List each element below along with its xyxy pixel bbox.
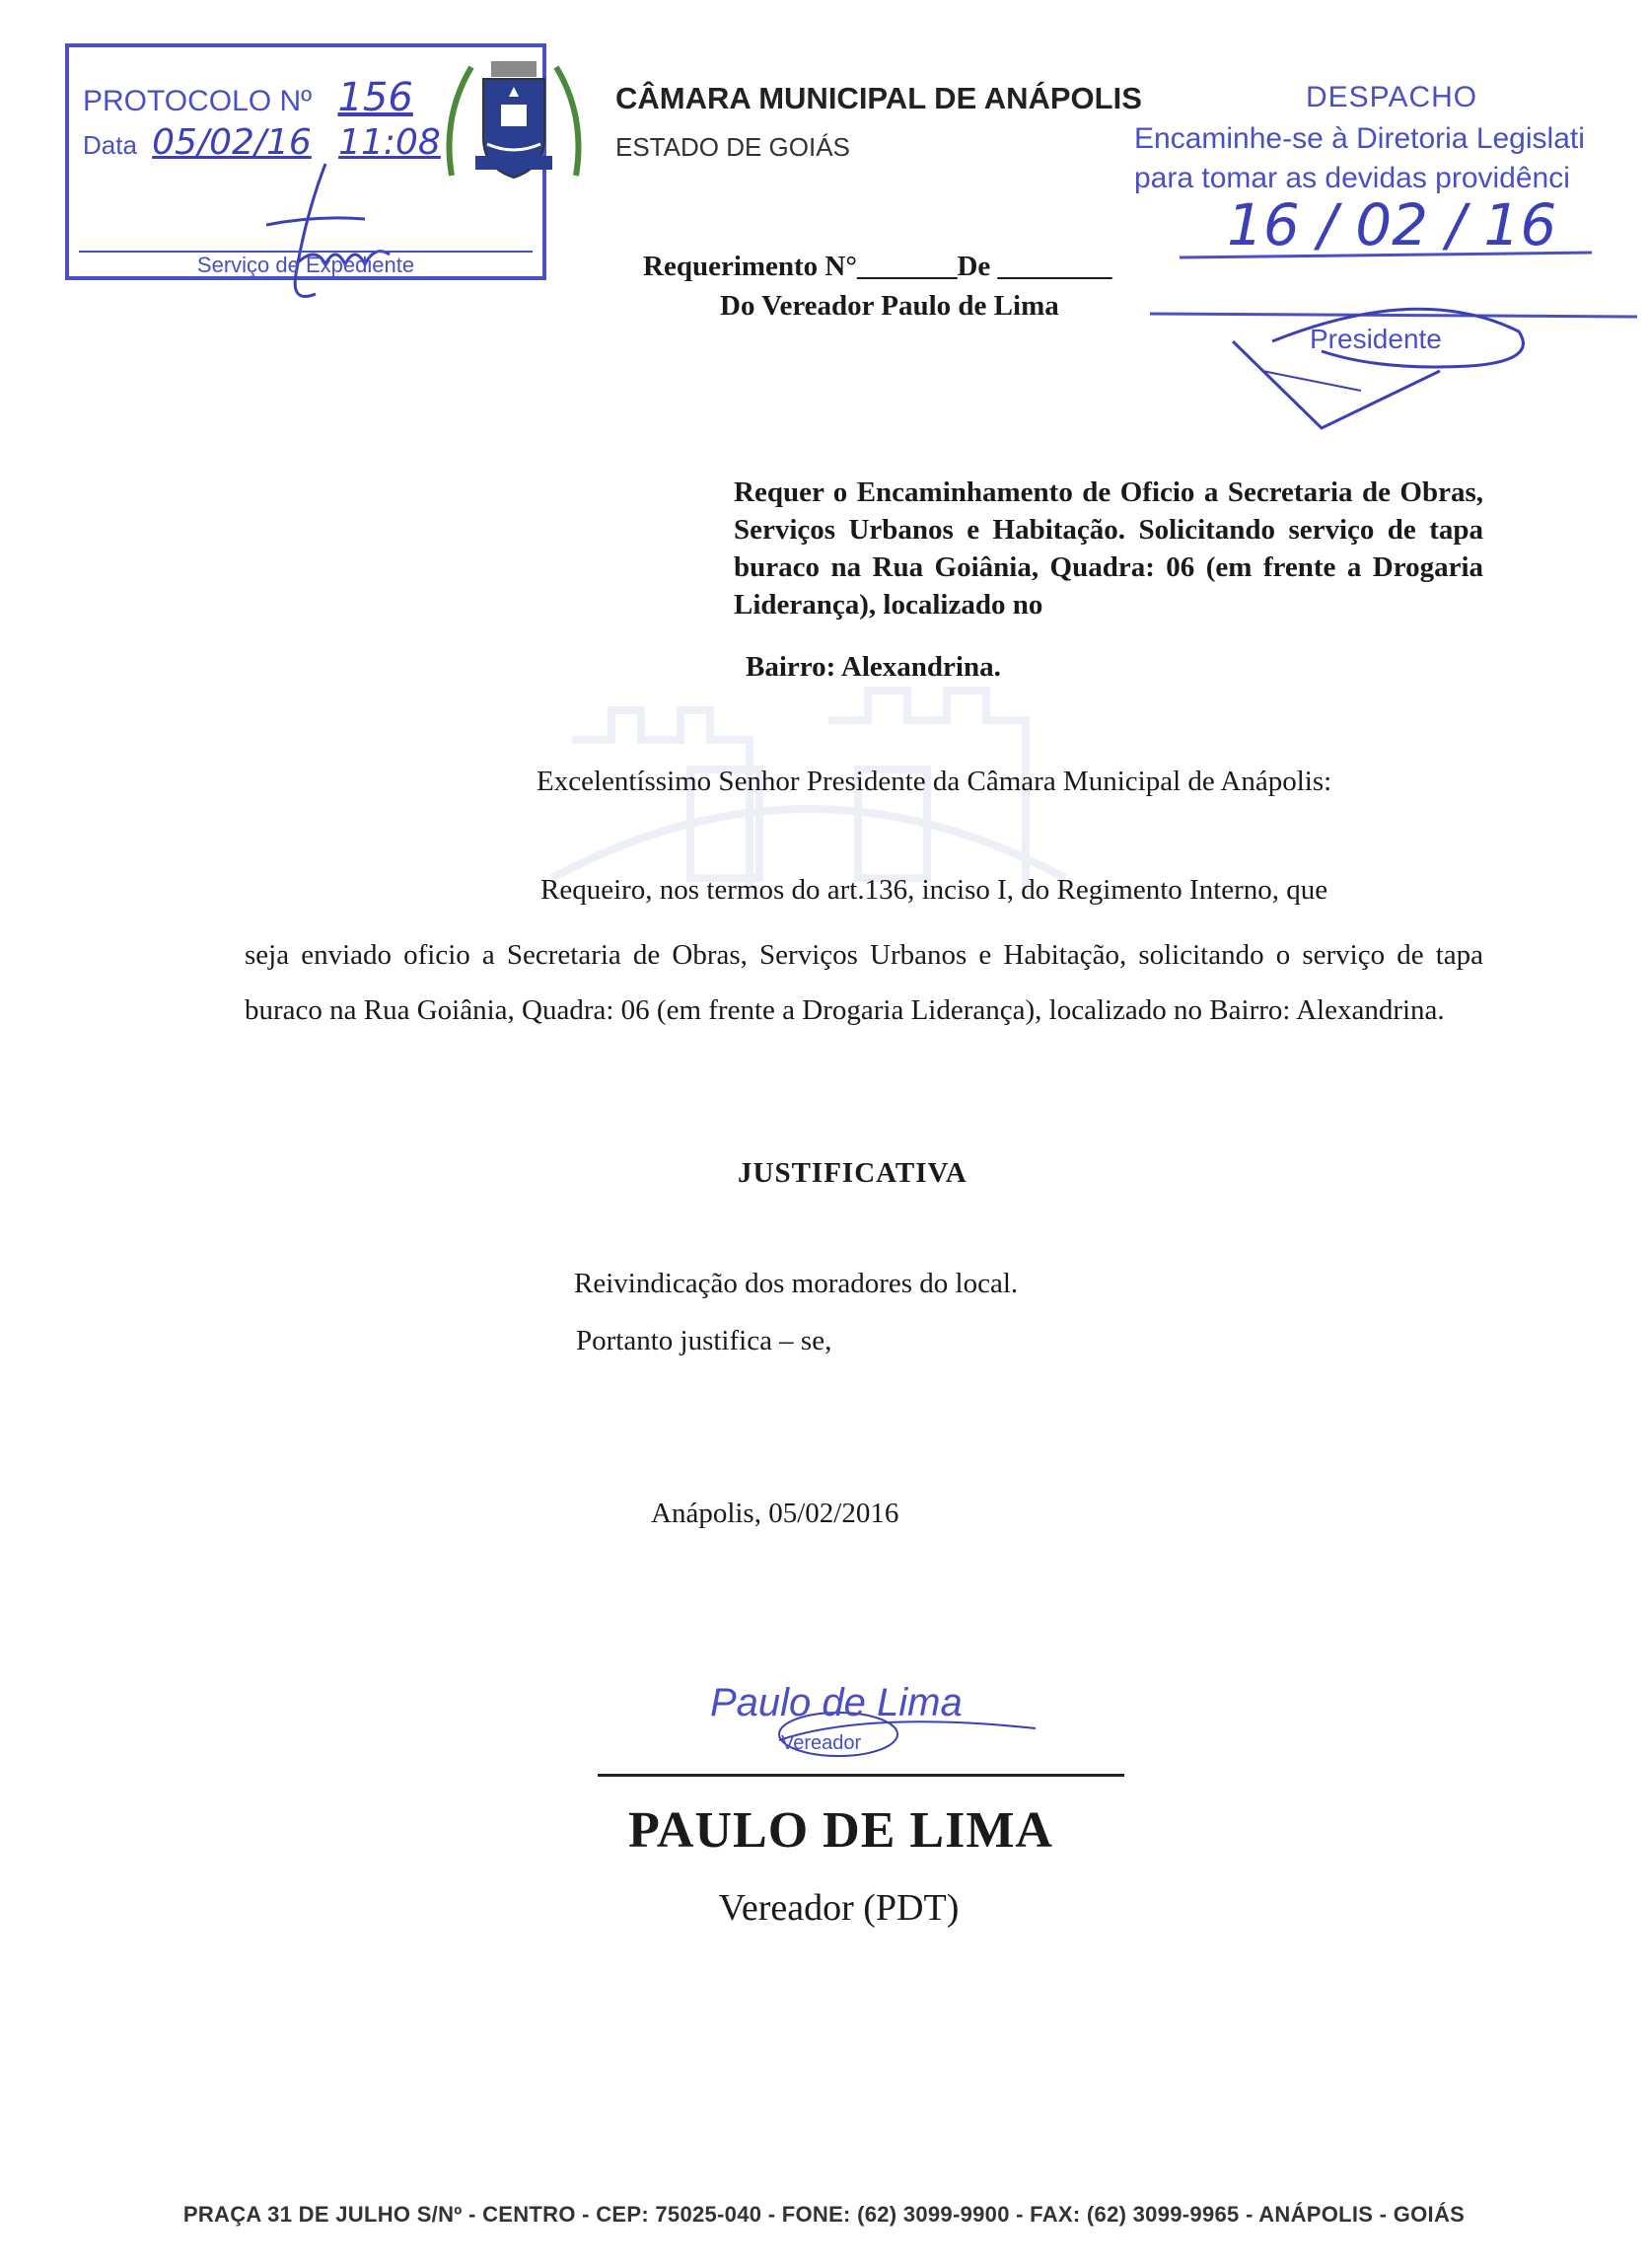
- organization-title: CÂMARA MUNICIPAL DE ANÁPOLIS: [615, 81, 1142, 115]
- signer-role: [0, 1886, 1648, 1930]
- despacho-stamp: [1124, 75, 1648, 440]
- protocol-signature-icon: [227, 156, 444, 304]
- footer-address: PRAÇA 31 DE JULHO S/Nº - CENTRO - CEP: 75025-040 - FONE: (62) 3099-9900 - FAX: (62) 3099-9965 - ANÁPOLIS - GOIÁS: [182, 2202, 1466, 2227]
- protocol-number-label: PROTOCOLO Nº: [83, 85, 313, 117]
- place-date: Anápolis, 05/02/2016: [651, 1498, 899, 1529]
- signature-stamp-name: Paulo de Lima: [710, 1681, 963, 1724]
- protocol-time-value: 11:08: [338, 122, 441, 163]
- body-paragraph-first-line: Requeiro, nos termos do art.136, inciso I, do Regimento Interno, que: [540, 874, 1328, 906]
- signature-stamp-role: Vereador: [781, 1732, 862, 1754]
- request-summary-last-line: Bairro: Alexandrina.: [746, 651, 1001, 683]
- despacho-title: DESPACHO: [1306, 81, 1478, 113]
- signer-name: [0, 1801, 1648, 1860]
- justification-line1: Reivindicação dos moradores do local.: [574, 1268, 1019, 1299]
- despacho-role: Presidente: [1310, 324, 1442, 354]
- signer-name-text: PAULO DE LIMA: [628, 1802, 1053, 1859]
- protocol-department: Serviço de Expediente: [196, 253, 415, 277]
- signature-line: [598, 1774, 1124, 1777]
- body-paragraph: seja enviado oficio a Secretaria de Obras, Serviços Urbanos e Habitação, solicitando o serviço de tapa buraco na Rua Goiânia, Quadra: 06 (em frente a Drogaria Liderança), localizado no Bairro: Alexandrina.: [245, 939, 1483, 1026]
- protocol-number-row: [83, 75, 413, 120]
- salutation: Excelentíssimo Senhor Presidente da Câmara Municipal de Anápolis:: [537, 766, 1332, 797]
- coat-of-arms-icon: [442, 57, 586, 185]
- request-number: Requerimento N°_______De ________: [643, 251, 1112, 282]
- justification-line2: Portanto justifica – se,: [576, 1325, 832, 1356]
- protocol-number-value: 156: [337, 75, 413, 120]
- justification-title: JUSTIFICATIVA: [738, 1157, 967, 1189]
- despacho-line1: Encaminhe-se à Diretoria Legislati: [1134, 122, 1585, 155]
- despacho-date: 16 / 02 / 16: [1227, 191, 1557, 258]
- despacho-line2: para tomar as devidas providênci: [1134, 162, 1570, 194]
- protocol-date-label: Data: [83, 130, 137, 160]
- organization-state: ESTADO DE GOIÁS: [615, 132, 850, 162]
- protocol-date-value: 05/02/16: [152, 122, 312, 163]
- request-author: Do Vereador Paulo de Lima: [720, 290, 1059, 322]
- signer-role-text: Vereador (PDT): [718, 1887, 960, 1929]
- request-summary: Requer o Encaminhamento de Oficio a Secretaria de Obras, Serviços Urbanos e Habitação. Solicitando serviço de tapa buraco na Rua Goiânia, Quadra: 06 (em frente a Drogaria Liderança), localizado no: [734, 476, 1483, 621]
